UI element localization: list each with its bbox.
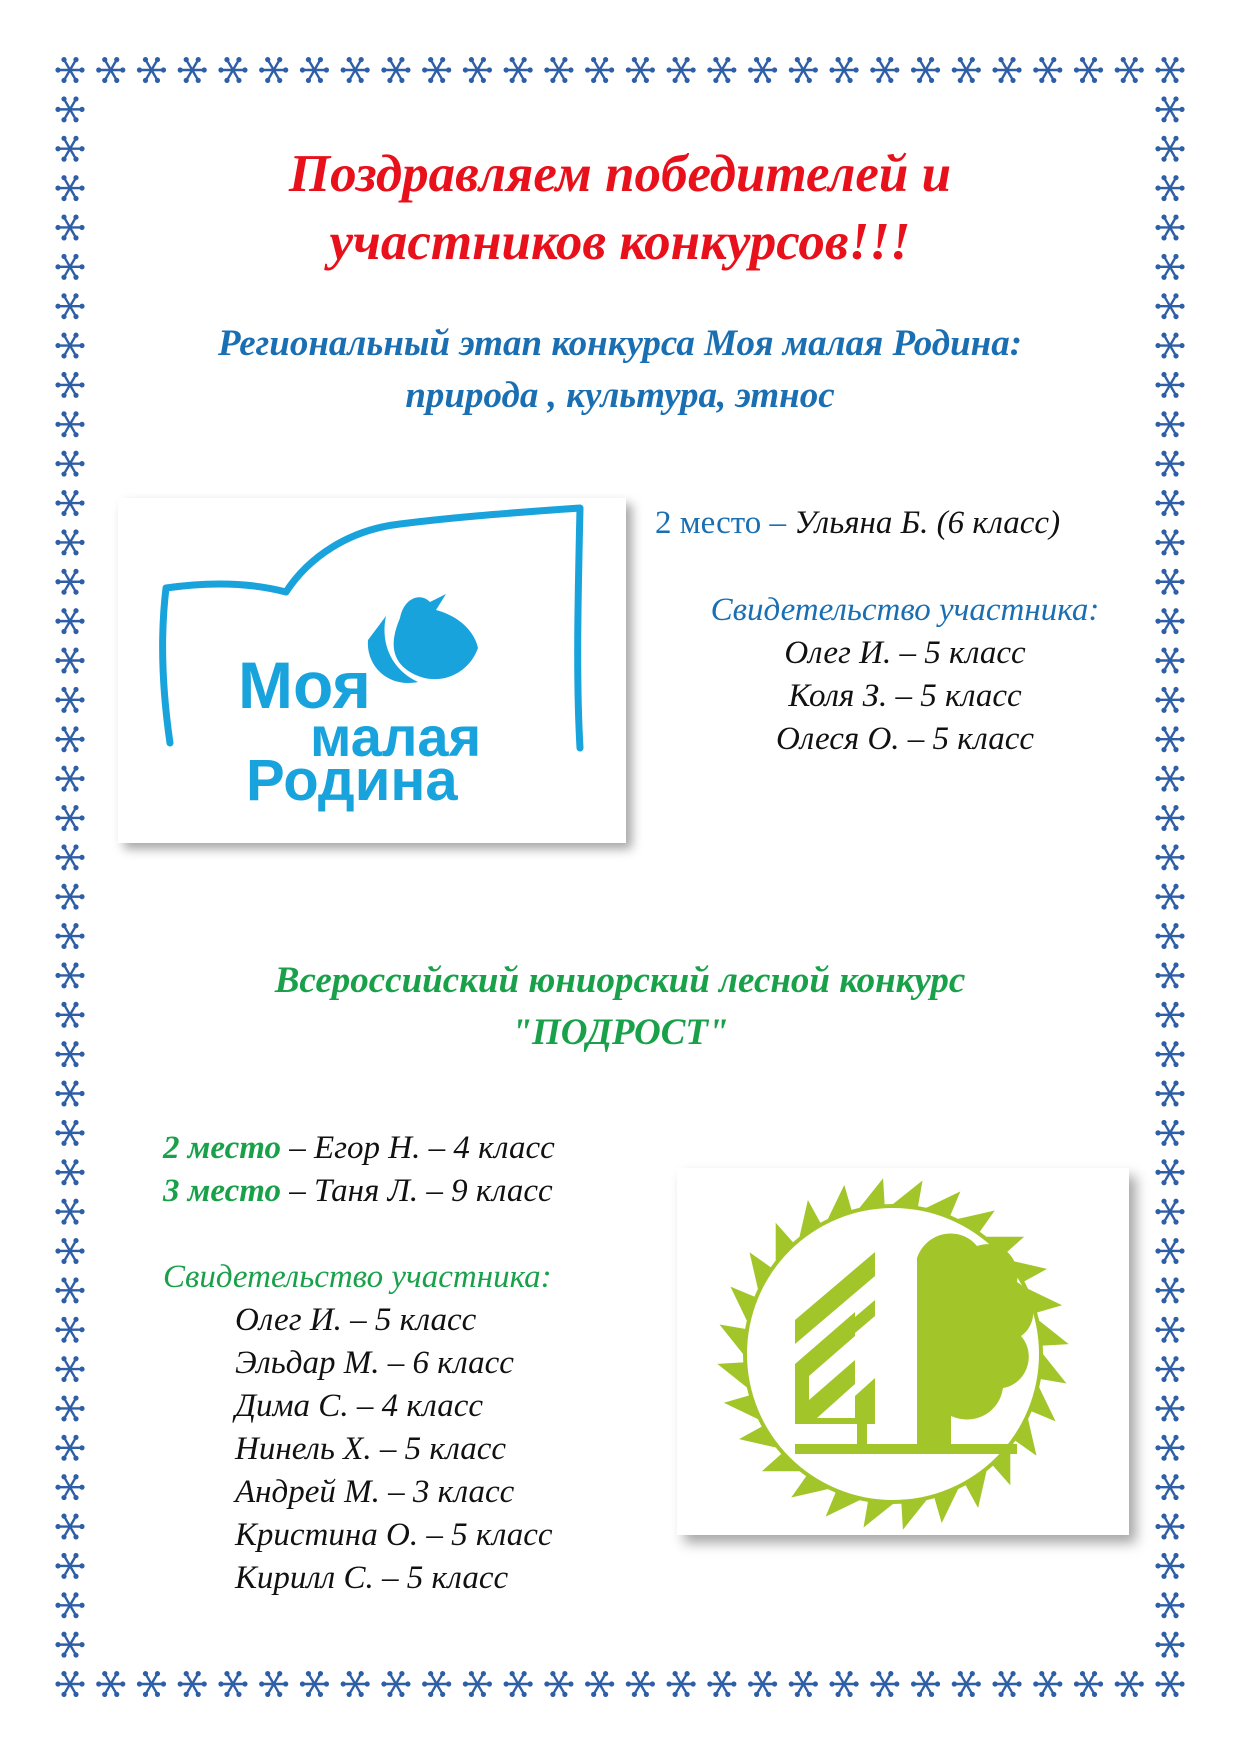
snowflake-icon <box>55 844 84 870</box>
participant: Кристина О. – 5 класс <box>235 1517 553 1553</box>
snowflake-icon <box>626 57 655 83</box>
snowflake-icon <box>1115 57 1144 83</box>
snowflake-icon <box>55 293 84 319</box>
snowflake-icon <box>55 490 84 516</box>
snowflake-icon <box>55 57 84 83</box>
snowflake-icon <box>55 1356 84 1382</box>
snowflake-icon <box>829 1671 858 1697</box>
snowflake-icon <box>1155 608 1184 634</box>
snowflake-icon <box>1033 1671 1062 1697</box>
snowflake-icon <box>55 1592 84 1618</box>
snowflake-icon <box>789 1671 818 1697</box>
participant: Эльдар М. – 6 класс <box>235 1345 514 1381</box>
snowflake-icon <box>55 529 84 555</box>
participant: Олег И. – 5 класс <box>235 1302 477 1338</box>
snowflake-icon <box>137 57 166 83</box>
snowflake-icon <box>218 57 247 83</box>
snowflake-icon <box>300 1671 329 1697</box>
snowflake-icon <box>992 1671 1021 1697</box>
snowflake-icon <box>952 1671 981 1697</box>
participant: Нинель Х. – 5 класс <box>235 1431 507 1467</box>
snowflake-icon <box>1155 647 1184 673</box>
section2-title <box>0 955 1240 1059</box>
snowflake-icon <box>259 57 288 83</box>
moya-malaya-rodina-logo <box>118 498 626 843</box>
snowflake-icon <box>218 1671 247 1697</box>
snowflake-icon <box>137 1671 166 1697</box>
participant: Олег И. – 5 класс <box>784 635 1026 671</box>
snowflake-icon <box>55 1671 84 1697</box>
snowflake-icon <box>1155 1553 1184 1579</box>
snowflake-icon <box>748 57 777 83</box>
snowflake-icon <box>55 884 84 910</box>
section2-title-line-2: "ПОДРОСТ" <box>511 1012 729 1053</box>
winner-place: 2 место <box>655 505 762 541</box>
snowflake-icon <box>1155 726 1184 752</box>
snowflake-icon <box>178 1671 207 1697</box>
snowflake-icon <box>504 1671 533 1697</box>
snowflake-icon <box>1155 57 1184 83</box>
snowflake-icon <box>1155 1120 1184 1146</box>
snowflake-icon <box>422 57 451 83</box>
snowflake-icon <box>870 57 899 83</box>
snowflake-icon <box>1155 805 1184 831</box>
logo-word-2: малая <box>310 705 482 768</box>
participant: Дима С. – 4 класс <box>235 1388 483 1424</box>
snowflake-icon <box>55 1238 84 1264</box>
snowflake-icon <box>544 1671 573 1697</box>
winner-name: – Егор Н. – 4 класс <box>280 1130 555 1166</box>
snowflake-icon <box>992 57 1021 83</box>
snowflake-icon <box>55 1199 84 1225</box>
snowflake-icon <box>1155 529 1184 555</box>
section1-title-line-1: Региональный этап конкурса Моя малая Родина: <box>217 323 1023 364</box>
snowflake-icon <box>55 1277 84 1303</box>
snowflake-icon <box>1155 1199 1184 1225</box>
snowflake-icon <box>55 1120 84 1146</box>
snowflake-icon <box>55 647 84 673</box>
snowflake-icon <box>1074 1671 1103 1697</box>
snowflake-icon <box>55 451 84 477</box>
section2-certificate-label: Свидетельство участника: <box>163 1259 552 1295</box>
snowflake-icon <box>55 1514 84 1540</box>
snowflake-icon <box>55 1395 84 1421</box>
snowflake-icon <box>381 1671 410 1697</box>
title-line-2: участников конкурсов!!! <box>329 213 911 271</box>
snowflake-icon <box>55 726 84 752</box>
snowflake-icon <box>1155 687 1184 713</box>
snowflake-icon <box>259 1671 288 1697</box>
snowflake-icon <box>422 1671 451 1697</box>
dove-icon <box>368 594 478 683</box>
snowflake-icon <box>55 766 84 792</box>
snowflake-icon <box>1155 1632 1184 1658</box>
snowflake-icon <box>1155 766 1184 792</box>
snowflake-icon <box>911 57 940 83</box>
snowflake-icon <box>381 57 410 83</box>
snowflake-icon <box>1155 1081 1184 1107</box>
snowflake-icon <box>748 1671 777 1697</box>
snowflake-icon <box>870 1671 899 1697</box>
section1-certificate-label: Свидетельство участника: <box>710 592 1100 628</box>
snowflake-icon <box>1155 293 1184 319</box>
snowflake-icon <box>1155 451 1184 477</box>
logo-word-1: Моя <box>238 648 371 722</box>
podrost-logo <box>677 1168 1129 1535</box>
snowflake-icon <box>952 57 981 83</box>
snowflake-icon <box>667 1671 696 1697</box>
section1-results <box>655 502 1155 761</box>
snowflake-icon <box>1155 1671 1184 1697</box>
snowflake-icon <box>463 1671 492 1697</box>
participant: Коля З. – 5 класс <box>788 678 1022 714</box>
snowflake-icon <box>1155 1277 1184 1303</box>
snowflake-icon <box>55 1159 84 1185</box>
winner-place: 3 место <box>163 1173 281 1209</box>
snowflake-icon <box>341 1671 370 1697</box>
snowflake-icon <box>789 57 818 83</box>
snowflake-icon <box>1155 96 1184 122</box>
snowflake-icon <box>55 96 84 122</box>
snowflake-icon <box>1155 1356 1184 1382</box>
snowflake-icon <box>707 1671 736 1697</box>
section2-results <box>163 1127 683 1600</box>
snowflake-icon <box>55 569 84 595</box>
snowflake-icon <box>1155 1238 1184 1264</box>
snowflake-icon <box>178 57 207 83</box>
snowflake-icon <box>341 57 370 83</box>
winner-name: Ульяна Б. (6 класс) <box>794 505 1061 541</box>
snowflake-icon <box>707 57 736 83</box>
section2-winner <box>163 1170 683 1213</box>
snowflake-icon <box>1155 1592 1184 1618</box>
snowflake-icon <box>55 1317 84 1343</box>
snowflake-icon <box>96 57 125 83</box>
winner-name: – Таня Л. – 9 класс <box>280 1173 553 1209</box>
snowflake-icon <box>1115 1671 1144 1697</box>
section1-title <box>0 318 1240 422</box>
snowflake-icon <box>1155 1317 1184 1343</box>
title-line-1: Поздравляем победителей и <box>288 145 952 203</box>
page-title <box>0 140 1240 276</box>
snowflake-icon <box>626 1671 655 1697</box>
snowflake-icon <box>55 1081 84 1107</box>
snowflake-icon <box>55 1474 84 1500</box>
snowflake-icon <box>55 923 84 949</box>
snowflake-icon <box>55 805 84 831</box>
logo-word-3: Родина <box>246 748 458 813</box>
participant: Андрей М. – 3 класс <box>235 1474 515 1510</box>
snowflake-icon <box>1155 1514 1184 1540</box>
snowflake-icon <box>585 1671 614 1697</box>
winner-place: 2 место <box>163 1130 281 1166</box>
snowflake-icon <box>55 1435 84 1461</box>
snowflake-icon <box>1155 490 1184 516</box>
participant: Олеся О. – 5 класс <box>775 721 1034 757</box>
snowflake-icon <box>667 57 696 83</box>
snowflake-icon <box>829 57 858 83</box>
snowflake-icon <box>55 1553 84 1579</box>
snowflake-icon <box>1155 923 1184 949</box>
section2-title-line-1: Всероссийский юниорский лесной конкурс <box>274 960 966 1001</box>
snowflake-icon <box>1155 1474 1184 1500</box>
snowflake-icon <box>1155 1435 1184 1461</box>
snowflake-icon <box>55 1632 84 1658</box>
winner-dash: – <box>761 505 795 541</box>
snowflake-icon <box>55 687 84 713</box>
snowflake-icon <box>300 57 329 83</box>
snowflake-icon <box>1074 57 1103 83</box>
section1-title-line-2: природа , культура, этнос <box>405 375 835 416</box>
snowflake-icon <box>544 57 573 83</box>
section1-winner <box>655 502 1155 545</box>
snowflake-icon <box>1155 884 1184 910</box>
snowflake-icon <box>1155 569 1184 595</box>
snowflake-icon <box>1155 1159 1184 1185</box>
snowflake-icon <box>504 57 533 83</box>
snowflake-icon <box>96 1671 125 1697</box>
snowflake-icon <box>55 608 84 634</box>
section2-winner <box>163 1127 683 1170</box>
snowflake-icon <box>463 57 492 83</box>
snowflake-icon <box>1155 844 1184 870</box>
snowflake-icon <box>1033 57 1062 83</box>
participant: Кирилл С. – 5 класс <box>235 1560 509 1596</box>
snowflake-icon <box>1155 1395 1184 1421</box>
snowflake-icon <box>911 1671 940 1697</box>
snowflake-icon <box>585 57 614 83</box>
